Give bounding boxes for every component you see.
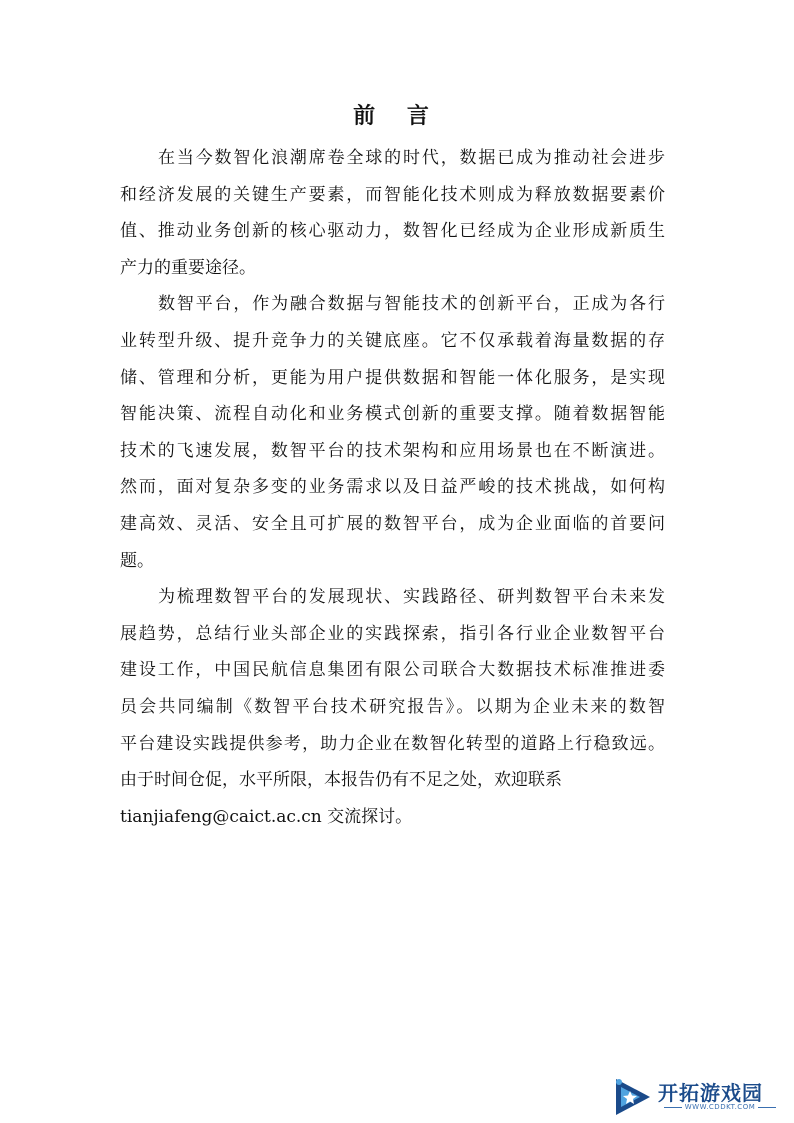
play-star-logo-icon bbox=[610, 1075, 654, 1119]
page-title: 前 言 bbox=[353, 104, 441, 129]
watermark-name: 开拓游戏园 bbox=[658, 1081, 763, 1105]
paragraph-2 bbox=[120, 286, 665, 579]
watermark-url: WWW.CDDKT.COM bbox=[658, 1103, 782, 1111]
text-line: 数智平台，作为融合数据与智能技术的创新平台，正成为各行 bbox=[158, 294, 665, 315]
document-body bbox=[120, 140, 665, 835]
text-line: 为梳理数智平台的发展现状、实践路径、研判数智平台未来发 bbox=[158, 587, 665, 608]
paragraph-1 bbox=[120, 140, 665, 286]
text-line: 建设工作，中国民航信息集团有限公司联合大数据技术标准推进委 bbox=[120, 660, 665, 681]
contact-email-line: tianjiafeng@caict.ac.cn 交流探讨。 bbox=[120, 806, 413, 827]
text-line: 题。 bbox=[120, 550, 154, 571]
text-line: 展趋势，总结行业头部企业的实践探索，指引各行业企业数智平台 bbox=[120, 623, 665, 644]
text-line: 平台建设实践提供参考，助力企业在数智化转型的道路上行稳致远。 bbox=[120, 733, 665, 754]
text-line: 技术的飞速发展，数智平台的技术架构和应用场景也在不断演进。 bbox=[120, 440, 665, 461]
text-line: 然而，面对复杂多变的业务需求以及日益严峻的技术挑战，如何构 bbox=[120, 477, 665, 498]
paragraph-3 bbox=[120, 579, 665, 835]
text-line: 值、推动业务创新的核心驱动力，数智化已经成为企业形成新质生 bbox=[120, 221, 665, 242]
text-line: 在当今数智化浪潮席卷全球的时代，数据已成为推动社会进步 bbox=[158, 148, 665, 168]
watermark-logo bbox=[606, 1075, 786, 1119]
text-line: 智能决策、流程自动化和业务模式创新的重要支撑。随着数据智能 bbox=[120, 404, 665, 425]
text-line: 产力的重要途径。 bbox=[120, 257, 256, 278]
text-line: 员会共同编制《数智平台技术研究报告》。以期为企业未来的数智 bbox=[120, 696, 665, 717]
text-line: 和经济发展的关键生产要素，而智能化技术则成为释放数据要素价 bbox=[120, 184, 665, 205]
text-line: 储、管理和分析，更能为用户提供数据和智能一体化服务，是实现 bbox=[120, 367, 665, 388]
text-line: 由于时间仓促，水平所限，本报告仍有不足之处，欢迎联系 bbox=[120, 770, 562, 791]
text-line: 建高效、灵活、安全且可扩展的数智平台，成为企业面临的首要问 bbox=[120, 513, 665, 534]
text-line: 业转型升级、提升竞争力的关键底座。它不仅承载着海量数据的存 bbox=[120, 330, 665, 351]
